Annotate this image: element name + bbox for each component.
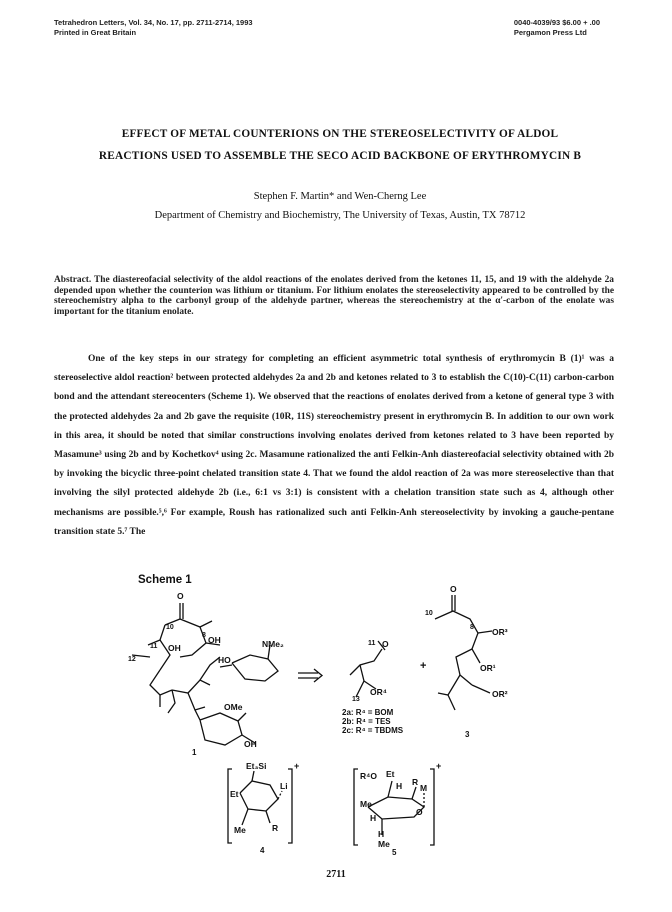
journal-header-left [54, 18, 253, 38]
issn-price: 0040-4039/93 $6.00 + .00 [513, 18, 600, 27]
atom-label: R [412, 777, 419, 787]
atom-label: OH [244, 739, 257, 749]
atom-label: OR² [492, 689, 508, 699]
body-text [54, 350, 614, 542]
plus-sign: + [420, 660, 427, 672]
compound-label-1: 1 [192, 748, 197, 757]
paper-title-line-2: REACTIONS USED TO ASSEMBLE THE SECO ACID BACKBONE OF ERYTHROMYCIN B [98, 150, 582, 162]
abstract [54, 275, 614, 317]
atom-label: Li [280, 781, 288, 791]
atom-label: Me [360, 799, 372, 809]
journal-header-right [514, 18, 600, 38]
atom-label: 11 [368, 640, 376, 647]
atom-label: NMe₂ [262, 639, 284, 649]
body-paragraph: One of the key steps in our strategy for completing an efficient asymmetric total synthesis of erythromycin B (1)¹ was a stereoselective aldol reaction² between protected aldehydes 2a and 2b and ketones related to 3 to establish the C(10)-C(11) carbon-carbon bond and the attendant stereocenters (Scheme 1). We observed that the reactions of enolates derived from a ketone of general type 3 with the protected aldehydes 2a and 2b gave the requisite (10R, 11S) stereochemistry present in erythromycin B. In addition to our own work in this area, it should be noted that similar constructions involving enolates derived from ketones related to 3 have been reported by Masamune³ using 2b and by Kochetkov⁴ using 2c. Masamune rationalized the anti Felkin-Anh diastereofacial selectivity obtained with 2b by invoking the bicyclic three-point chelated transition state 4. That we found the aldol reaction of 2a was more stereoselective than that involving the silyl protected aldehyde 2b (i.e., 6:1 vs 3:1) is consistent with a chelation transition state such as 4, although other mechanisms are possible.⁵,⁶ For example, Roush has rationalized such anti Felkin-Anh stereoselectivity by invoking a gauche-pentane transition state 5.⁷ The [54, 354, 614, 537]
scheme-label: Scheme 1 [138, 574, 192, 586]
atom-label: O [382, 639, 389, 649]
legend-2b: 2b: R⁴ = TES [342, 717, 391, 726]
page-number: 2711 [326, 869, 346, 880]
atom-label: Me [378, 839, 390, 849]
atom-label: 8 [470, 624, 474, 631]
charge-label: + [436, 761, 442, 771]
atom-label: H [378, 829, 385, 839]
atom-label: R [272, 823, 279, 833]
publisher: Pergamon Press Ltd [513, 28, 587, 37]
atom-label: 8 [202, 632, 206, 639]
atom-label: 12 [128, 656, 136, 663]
atom-label: 13 [352, 696, 360, 703]
atom-label: Et₃Si [246, 761, 267, 771]
atom-label: O [177, 591, 184, 601]
atom-label: H [370, 813, 377, 823]
atom-label: HO [218, 655, 231, 665]
compound-label-4: 4 [260, 846, 265, 855]
abstract-text: The diastereofacial selectivity of the aldol reactions of the enolates derived from the ketones 11, 15, and 19 with the aldehyde 2a depended upon whether the counterion was lithium or titanium. For lithium enolates the stereoselectivity appeared to be controlled by the stereochemistry alpha to the carbonyl group of the aldehyde partner, whereas the stereochemistry at the α'-carbon of the enolate was important for the titanium enolate. [54, 275, 614, 317]
atom-label: OH [168, 643, 181, 653]
atom-label: OR⁴ [370, 687, 387, 697]
atom-label: 10 [166, 624, 174, 631]
authors: Stephen F. Martin* and Wen-Cherng Lee [253, 191, 427, 202]
compound-label-5: 5 [392, 848, 397, 855]
atom-label: OMe [224, 702, 243, 712]
atom-label: Et [230, 789, 239, 799]
atom-label: 10 [425, 610, 433, 617]
atom-label: O [450, 585, 457, 594]
atom-label: OR¹ [480, 663, 496, 673]
atom-label: 11 [150, 643, 158, 650]
atom-label: O [416, 807, 423, 817]
scheme-1-figure [120, 585, 540, 855]
atom-label: OR³ [492, 627, 508, 637]
atom-label: R⁴O [360, 771, 377, 781]
charge-label: + [294, 761, 300, 771]
journal-citation: Tetrahedron Letters, Vol. 34, No. 17, pp. 2711-2714, 1993 [54, 18, 253, 27]
atom-label: M [420, 783, 428, 793]
paper-title-line-1: EFFECT OF METAL COUNTERIONS ON THE STEREOSELECTIVITY OF ALDOL [121, 128, 559, 140]
compound-label-3: 3 [465, 730, 470, 739]
legend-2c: 2c: R⁴ = TBDMS [342, 726, 404, 735]
printed-in: Printed in Great Britain [54, 28, 137, 37]
atom-label: Me [234, 825, 246, 835]
atom-label: OH [208, 635, 221, 645]
atom-label: Et [386, 769, 395, 779]
atom-label: H [396, 781, 403, 791]
abstract-lead: Abstract. [54, 275, 92, 285]
affiliation: Department of Chemistry and Biochemistry, The University of Texas, Austin, TX 78712 [154, 210, 526, 221]
legend-2a: 2a: R⁴ = BOM [342, 708, 394, 717]
